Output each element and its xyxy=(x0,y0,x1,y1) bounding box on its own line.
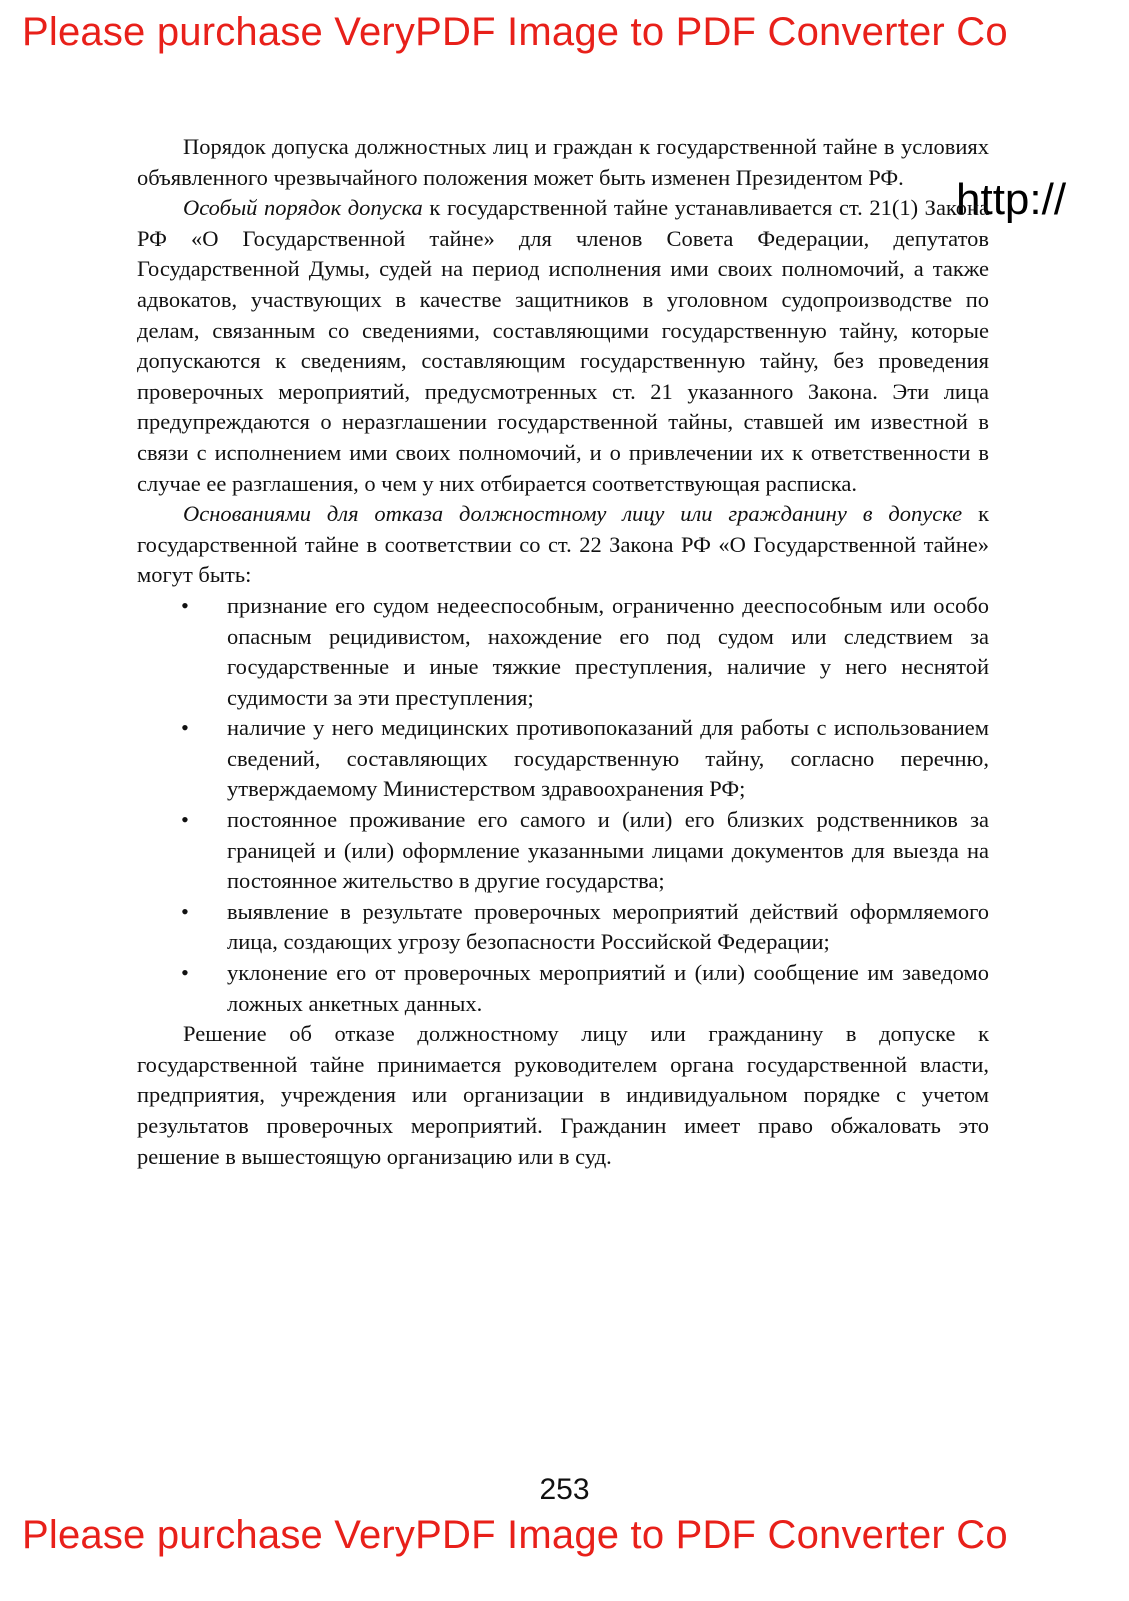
refusal-grounds-list xyxy=(137,591,989,1019)
bullet-icon: • xyxy=(181,960,189,986)
document-body xyxy=(137,132,989,1172)
paragraph-refusal-grounds-term: Основаниями для отказа должностному лицу или гражданину в допуске xyxy=(183,501,963,527)
bullet-icon: • xyxy=(181,592,189,618)
url-stamp: http:// xyxy=(956,176,1067,224)
list-item xyxy=(137,897,989,958)
list-item-text: наличие у него медицинских противопоказаний для работы с использованием сведений, составляющих государственную тайну, согласно перечню, утверждаемому Министерством здравоохранения РФ; xyxy=(227,715,989,802)
list-item xyxy=(137,713,989,805)
paragraph-special-access-term: Особый порядок допуска xyxy=(183,195,423,221)
watermark-top: Please purchase VeryPDF Image to PDF Converter Co xyxy=(22,10,1008,54)
list-item-text: признание его судом недееспособным, ограниченно дееспособным или особо опасным рецидивистом, нахождение его под судом или следствием за государственные и иные тяжкие преступления, наличие у него неснятой судимости за эти преступления; xyxy=(227,592,989,710)
list-item-text: постоянное проживание его самого и (или) его близких родственников за границей и (или) оформление указанными лицами документов для выезда на постоянное жительство в другие государства; xyxy=(227,807,989,894)
paragraph-special-access-text: к государственной тайне устанавливается ст. 21(1) Закона РФ «О Государственной тайне» для членов Совета Федерации, депутатов Государственной Думы, судей на период исполнения ими своих полномочий, а также адвокатов, участвующих в качестве защитников в уголовном судопроизводстве по делам, связанным со сведениями, составляющими государственную тайну, которые допускаются к сведениям, составляющим государственную тайну, без проведения проверочных мероприятий, предусмотренных ст. 21 указанного Закона. Эти лица предупреждаются о неразглашении государственной тайны, ставшей им известной в связи с исполнением ими своих полномочий, и о привлечении их к ответственности в случае ее разглашения, о чем у них отбирается соответствующая расписка. xyxy=(137,195,989,496)
list-item xyxy=(137,805,989,897)
paragraph-access-procedure: Порядок допуска должностных лиц и граждан к государственной тайне в условиях объявленного чрезвычайного положения может быть изменен Президентом РФ. xyxy=(137,134,989,190)
paragraph-refusal-decision: Решение об отказе должностному лицу или гражданину в допуске к государственной тайне принимается руководителем органа государственной власти, предприятия, учреждения или организации в индивидуальном порядке с учетом результатов проверочных мероприятий. Гражданин имеет право обжаловать это решение в вышестоящую организацию или в суд. xyxy=(137,1021,989,1169)
list-item-text: уклонение его от проверочных мероприятий и (или) сообщение им заведомо ложных анкетных данных. xyxy=(227,960,989,1016)
list-item-text: выявление в результате проверочных мероприятий действий оформляемого лица, создающих угрозу безопасности Российской Федерации; xyxy=(227,898,989,955)
bullet-icon: • xyxy=(181,807,189,833)
watermark-bottom: Please purchase VeryPDF Image to PDF Converter Co xyxy=(22,1513,1008,1557)
bullet-icon: • xyxy=(181,715,189,741)
list-item xyxy=(137,958,989,1019)
page-number: 253 xyxy=(539,1473,590,1506)
list-item xyxy=(137,591,989,713)
paragraph-special-access xyxy=(137,193,989,499)
paragraph-refusal-grounds-text: к государственной тайне в соответствии со ст. 22 Закона РФ «О Государственной тайне» могут быть: xyxy=(137,501,989,588)
paragraph-refusal-grounds xyxy=(137,499,989,591)
bullet-icon: • xyxy=(181,898,189,924)
